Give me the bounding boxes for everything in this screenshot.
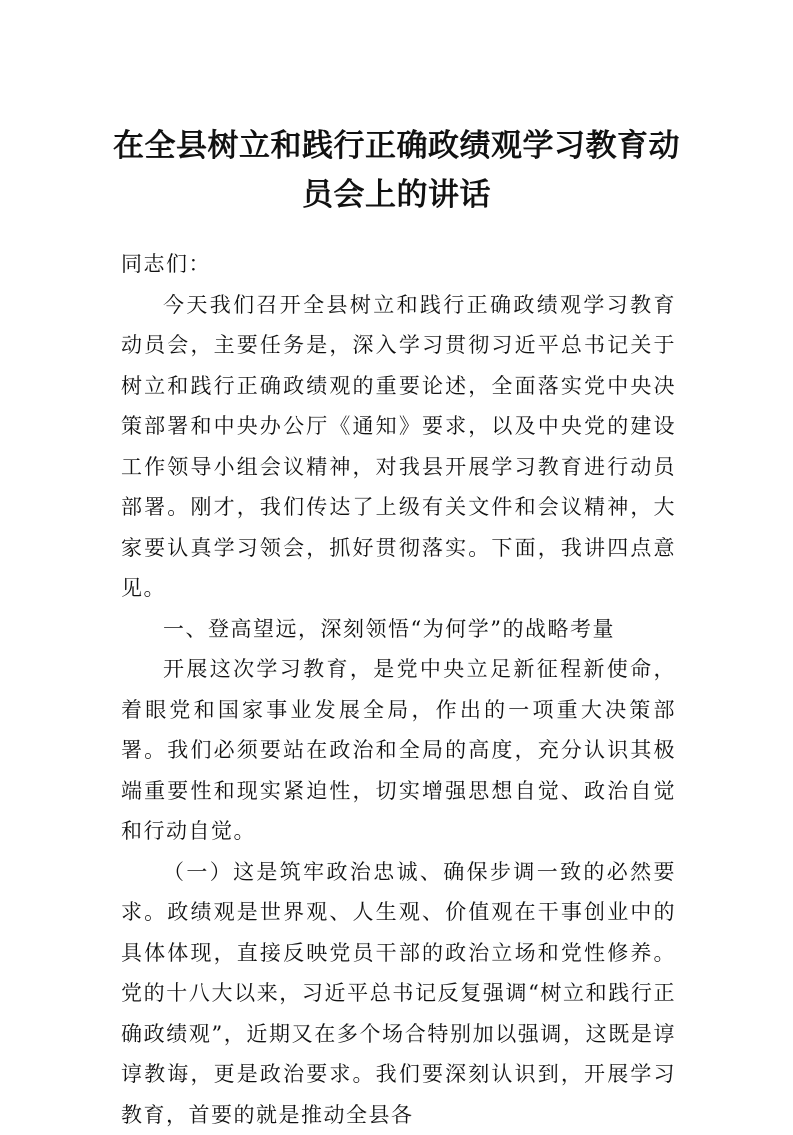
paragraph-intro: 今天我们召开全县树立和践行正确政绩观学习教育动员会，主要任务是，深入学习贯彻习近平总书记关于树立和践行正确政绩观的重要论述，全面落实党中央决策部署和中央办公厅《通知》要求，以及中央党的建设工作领导小组会议精神，对我县开展学习教育进行动员部署。刚才，我们传达了上级有关文件和会议精神，大家要认真学习领会，抓好贯彻落实。下面，我讲四点意见。 bbox=[121, 285, 676, 609]
section-heading-1: 一、登高望远，深刻领悟“为何学”的战略考量 bbox=[121, 609, 676, 650]
document-body bbox=[121, 244, 676, 1135]
document-title-line-1: 在全县树立和践行正确政绩观学习教育动 bbox=[100, 126, 693, 166]
paragraph-subsection-1: （一）这是筑牢政治忠诚、确保步调一致的必然要求。政绩观是世界观、人生观、价值观在干事创业中的具体体现，直接反映党员干部的政治立场和党性修养。党的十八大以来，习近平总书记反复强调“树立和践行正确政绩观”，近期又在多个场合特别加以强调，这既是谆谆教诲，更是政治要求。我们要深刻认识到，开展学习教育，首要的就是推动全县各 bbox=[121, 852, 676, 1135]
paragraph-section-1: 开展这次学习教育，是党中央立足新征程新使命，着眼党和国家事业发展全局，作出的一项重大决策部署。我们必须要站在政治和全局的高度，充分认识其极端重要性和现实紧迫性，切实增强思想自觉、政治自觉和行动自觉。 bbox=[121, 649, 676, 852]
salutation: 同志们： bbox=[121, 244, 676, 285]
document-title-line-2: 员会上的讲话 bbox=[100, 175, 693, 215]
